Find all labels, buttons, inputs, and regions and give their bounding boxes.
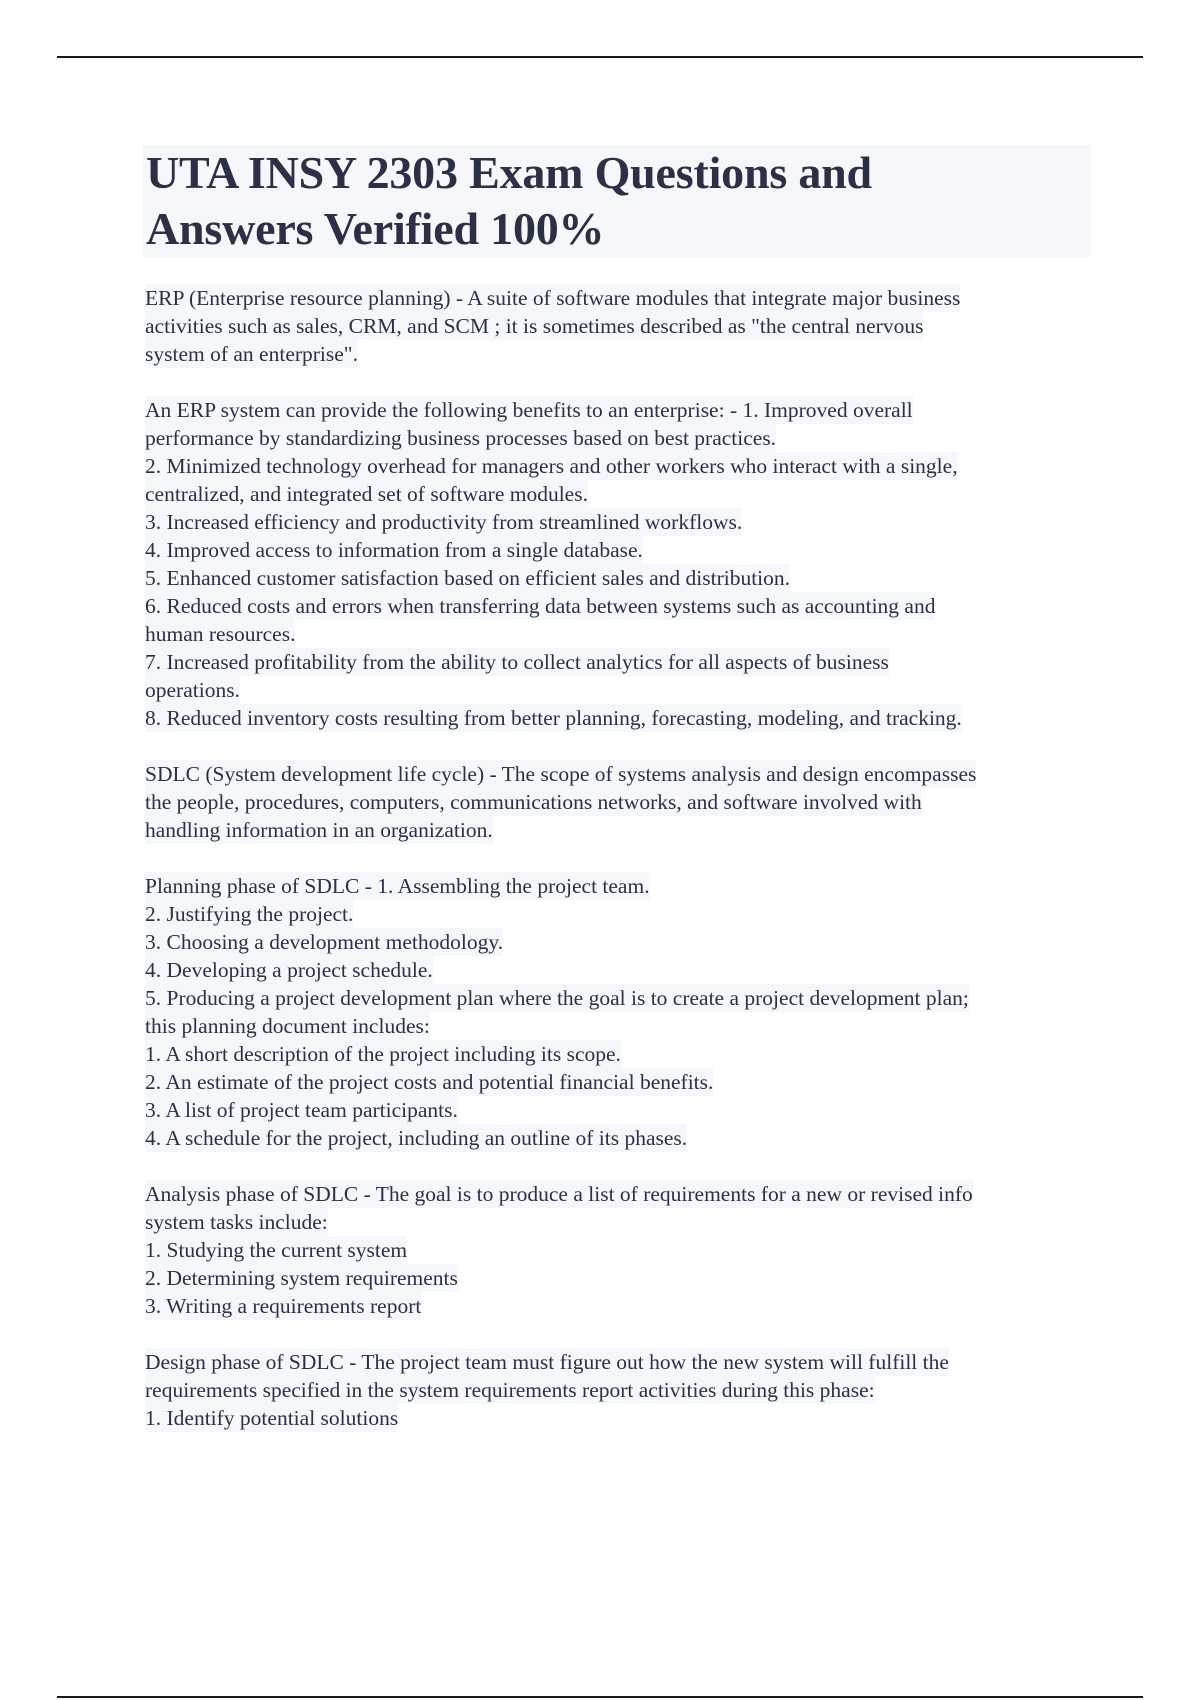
text-line: An ERP system can provide the following benefits to an enterprise: - 1. Improved overall — [145, 398, 913, 422]
text-line: 7. Increased profitability from the ability to collect analytics for all aspects of business — [145, 650, 889, 674]
text-line: activities such as sales, CRM, and SCM ; it is sometimes described as "the central nervous — [145, 314, 924, 338]
text-line: Analysis phase of SDLC - The goal is to produce a list of requirements for a new or revised info — [145, 1182, 973, 1206]
text-line: 4. Improved access to information from a single database. — [145, 538, 643, 562]
text-line: 5. Producing a project development plan where the goal is to create a project development plan; — [145, 986, 969, 1010]
text-line: performance by standardizing business processes based on best practices. — [145, 426, 777, 450]
text-line: Planning phase of SDLC - 1. Assembling the project team. — [145, 874, 650, 898]
text-line: 3. Increased efficiency and productivity from streamlined workflows. — [145, 510, 743, 534]
document-title — [143, 145, 1091, 257]
title-heading — [146, 145, 1091, 257]
erp-definition — [145, 284, 1090, 368]
text-line: 4. A schedule for the project, including an outline of its phases. — [145, 1126, 688, 1150]
text-line: 2. Determining system requirements — [145, 1266, 458, 1290]
document-body — [145, 284, 1090, 1460]
text-line: 1. Studying the current system — [145, 1238, 408, 1262]
text-line: this planning document includes: — [145, 1014, 430, 1038]
bottom-rule — [57, 1696, 1143, 1698]
text-line: centralized, and integrated set of software modules. — [145, 482, 588, 506]
text-line: 2. An estimate of the project costs and potential financial benefits. — [145, 1070, 714, 1094]
text-line: 8. Reduced inventory costs resulting from better planning, forecasting, modeling, and tracking. — [145, 706, 962, 730]
text-line: handling information in an organization. — [145, 818, 493, 842]
text-line: requirements specified in the system requirements report activities during this phase: — [145, 1378, 875, 1402]
text-line: SDLC (System development life cycle) - The scope of systems analysis and design encompasses — [145, 762, 977, 786]
text-line: 6. Reduced costs and errors when transferring data between systems such as accounting and — [145, 594, 936, 618]
text-line: 1. A short description of the project including its scope. — [145, 1042, 621, 1066]
text-line: 2. Minimized technology overhead for managers and other workers who interact with a single, — [145, 454, 958, 478]
text-line: 4. Developing a project schedule. — [145, 958, 433, 982]
text-line: human resources. — [145, 622, 296, 646]
text-line: Design phase of SDLC - The project team must figure out how the new system will fulfill the — [145, 1350, 949, 1374]
text-line: 2. Justifying the project. — [145, 902, 354, 926]
text-line: 3. Choosing a development methodology. — [145, 930, 504, 954]
text-line: operations. — [145, 678, 240, 702]
text-line: the people, procedures, computers, communications networks, and software involved with — [145, 790, 922, 814]
text-line: 3. A list of project team participants. — [145, 1098, 458, 1122]
top-rule — [57, 56, 1143, 58]
sdlc-definition — [145, 760, 1090, 844]
text-line: 5. Enhanced customer satisfaction based on efficient sales and distribution. — [145, 566, 791, 590]
text-line: system of an enterprise". — [145, 342, 358, 366]
title-line: Answers Verified 100% — [146, 203, 605, 254]
analysis-phase — [145, 1180, 1090, 1320]
design-phase — [145, 1348, 1090, 1432]
text-line: system tasks include: — [145, 1210, 328, 1234]
erp-benefits — [145, 396, 1090, 732]
title-line: UTA INSY 2303 Exam Questions and — [146, 147, 872, 198]
text-line: ERP (Enterprise resource planning) - A suite of software modules that integrate major business — [145, 286, 961, 310]
planning-phase — [145, 872, 1090, 1152]
text-line: 3. Writing a requirements report — [145, 1294, 422, 1318]
text-line: 1. Identify potential solutions — [145, 1406, 399, 1430]
